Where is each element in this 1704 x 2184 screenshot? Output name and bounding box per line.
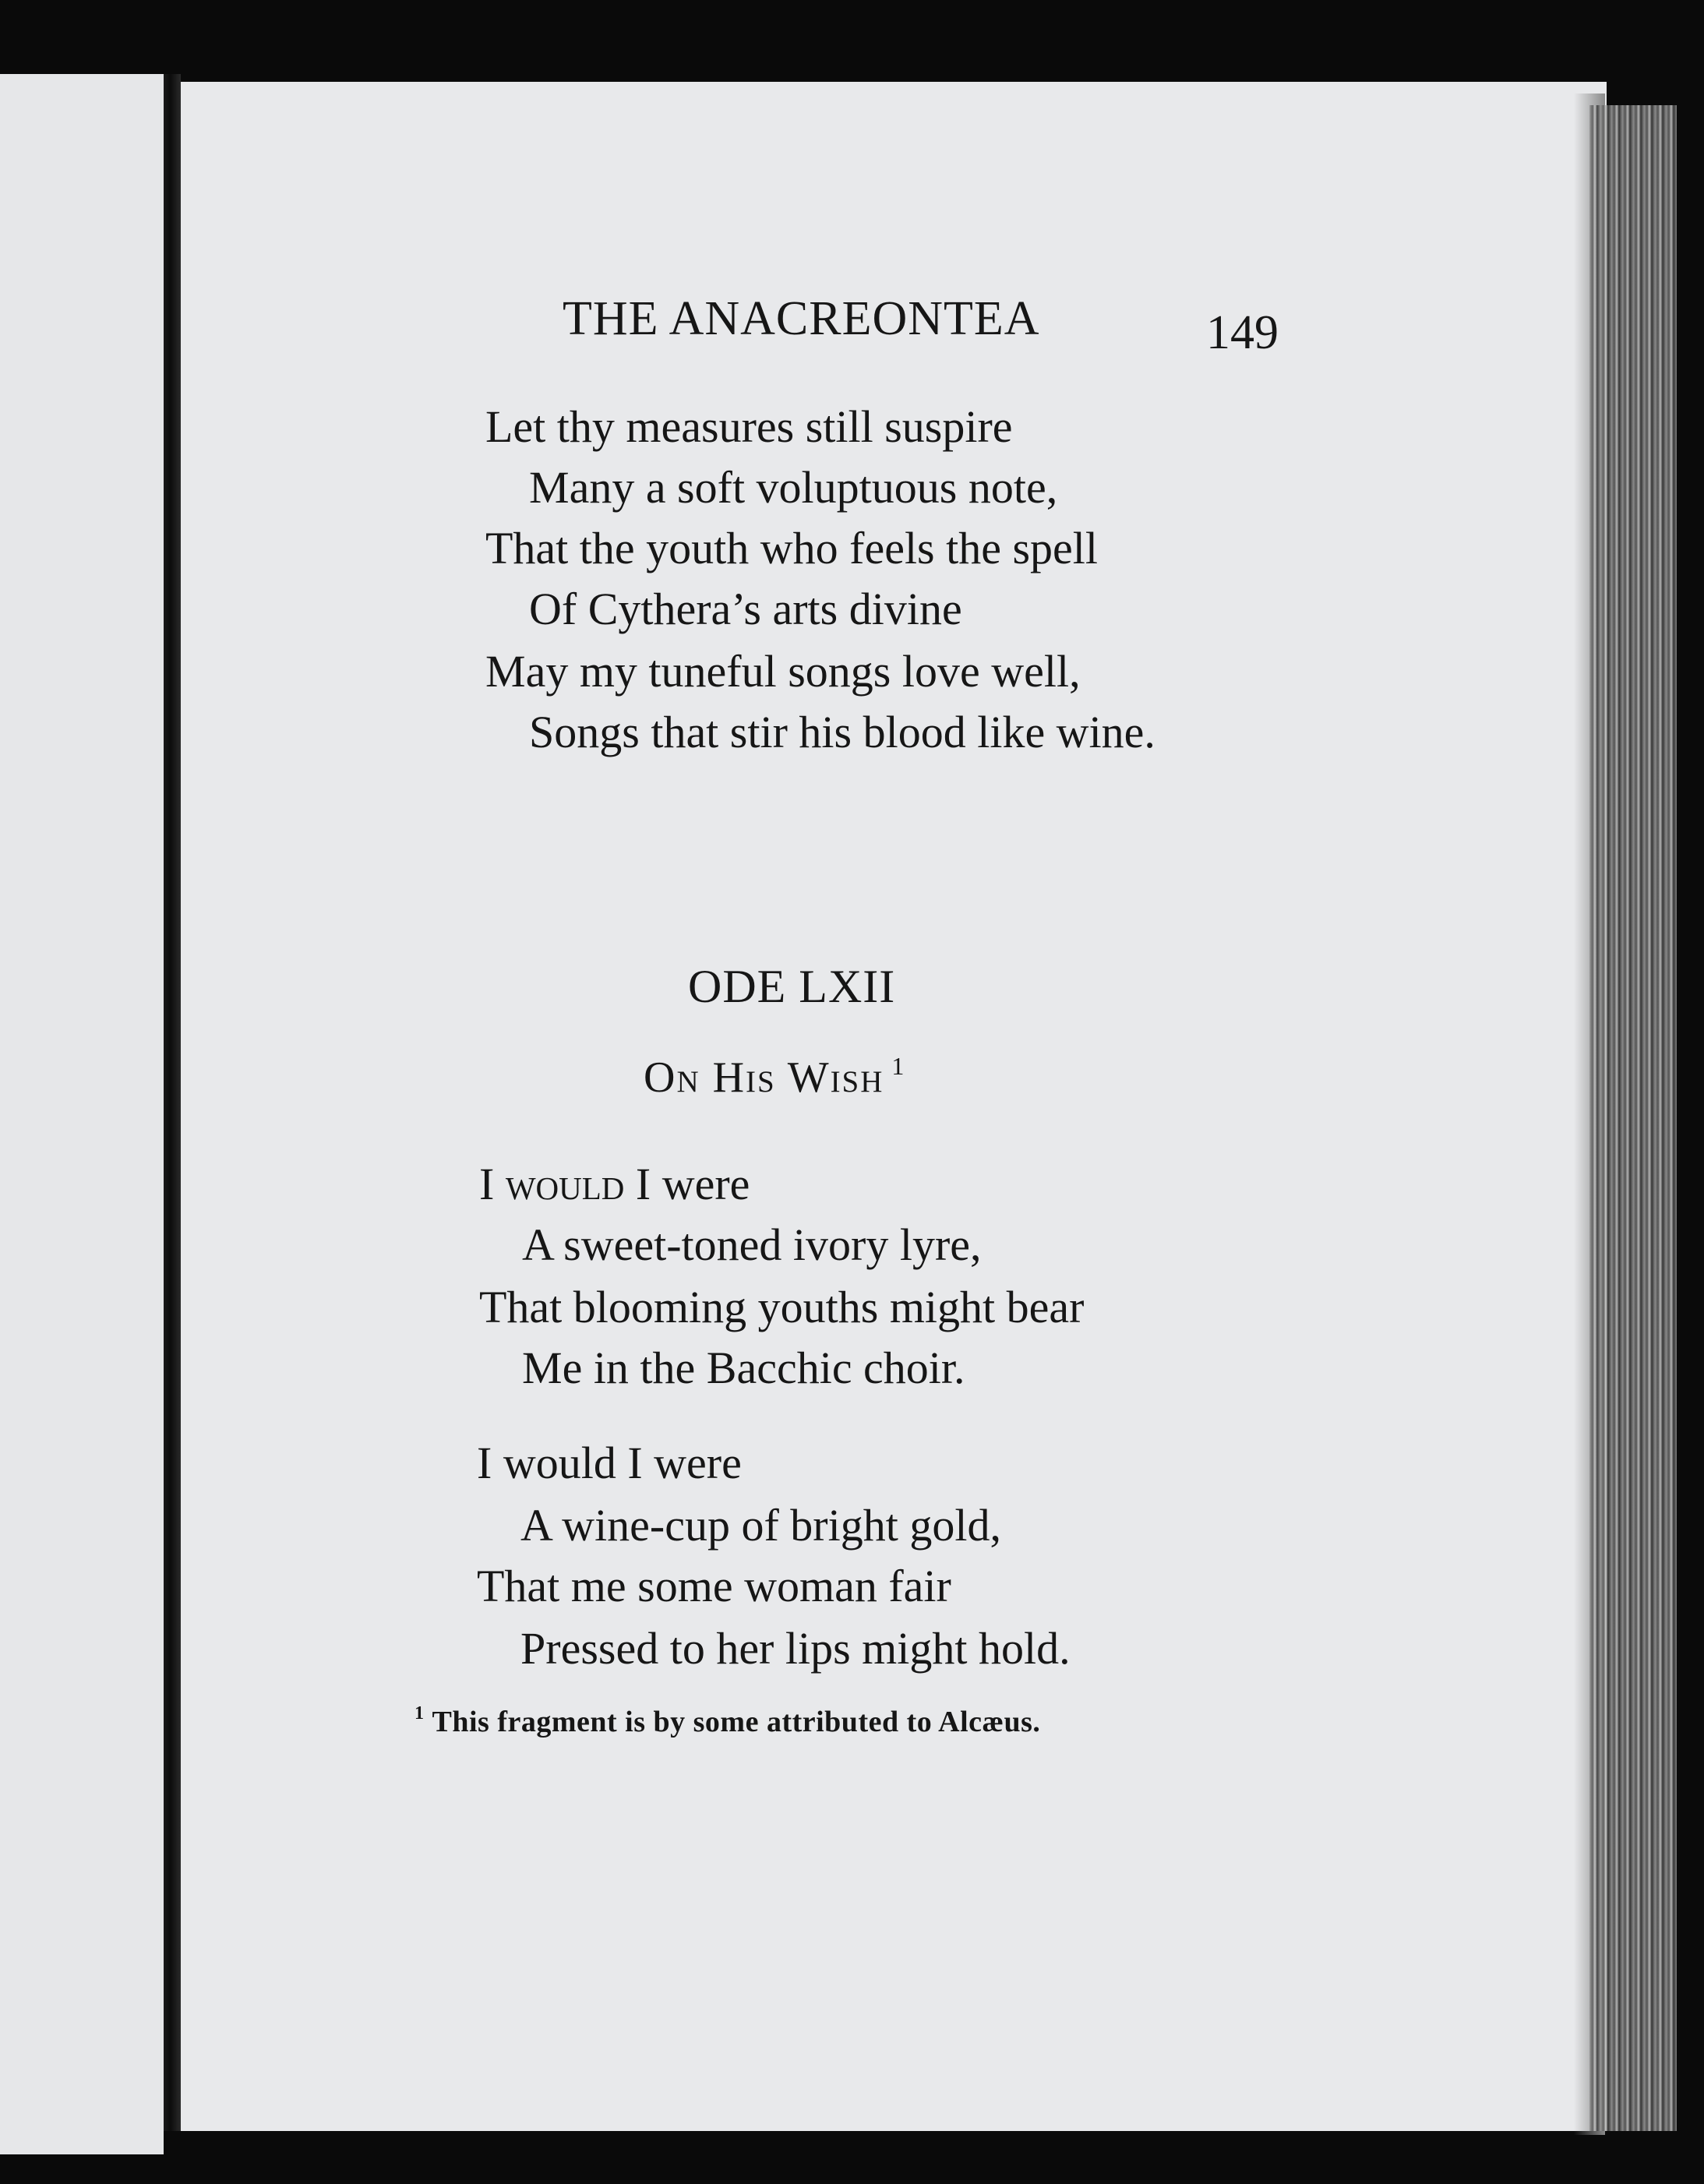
first-line-smallcaps: would: [505, 1159, 625, 1209]
verse-line: Pressed to her lips might hold.: [520, 1623, 1071, 1674]
left-page-edge: [0, 74, 164, 2154]
verse-line-first: [479, 1153, 750, 1215]
footnote-marker: 1: [415, 1703, 425, 1724]
footnote: [415, 1703, 1040, 1739]
verse-line: A sweet-toned ivory lyre,: [522, 1219, 982, 1270]
verse-line: Songs that stir his blood like wine.: [529, 707, 1155, 757]
ode-subtitle: [644, 1052, 905, 1103]
verse-line: Of Cythera’s arts divine: [529, 584, 962, 634]
page-number: 149: [1206, 306, 1279, 359]
ode-subtitle-text: On His Wish: [644, 1053, 884, 1102]
verse-line: Many a soft voluptuous note,: [529, 462, 1058, 513]
verse-line: Me in the Bacchic choir.: [522, 1343, 965, 1393]
verse-line: A wine-cup of bright gold,: [520, 1500, 1001, 1551]
book-gutter: [164, 74, 181, 2131]
running-head: THE ANACREONTEA: [563, 292, 1040, 345]
verse-line: That the youth who feels the spell: [485, 523, 1099, 573]
verse-line: Let thy measures still suspire: [485, 401, 1013, 452]
verse-line: May my tuneful songs love well,: [485, 646, 1081, 697]
right-page: [181, 82, 1607, 2131]
footnote-text: This fragment is by some attributed to Alcæus.: [432, 1706, 1041, 1738]
first-line-rest: I were: [635, 1159, 750, 1209]
verse-line: That me some woman fair: [477, 1561, 951, 1611]
verse-line: I would I were: [477, 1438, 742, 1488]
page-stack-edge: [1589, 105, 1677, 2131]
verse-line: That blooming youths might bear: [479, 1282, 1085, 1332]
footnote-reference: 1: [891, 1052, 906, 1080]
ode-title: ODE LXII: [688, 961, 896, 1012]
first-line-start: I: [479, 1159, 495, 1209]
